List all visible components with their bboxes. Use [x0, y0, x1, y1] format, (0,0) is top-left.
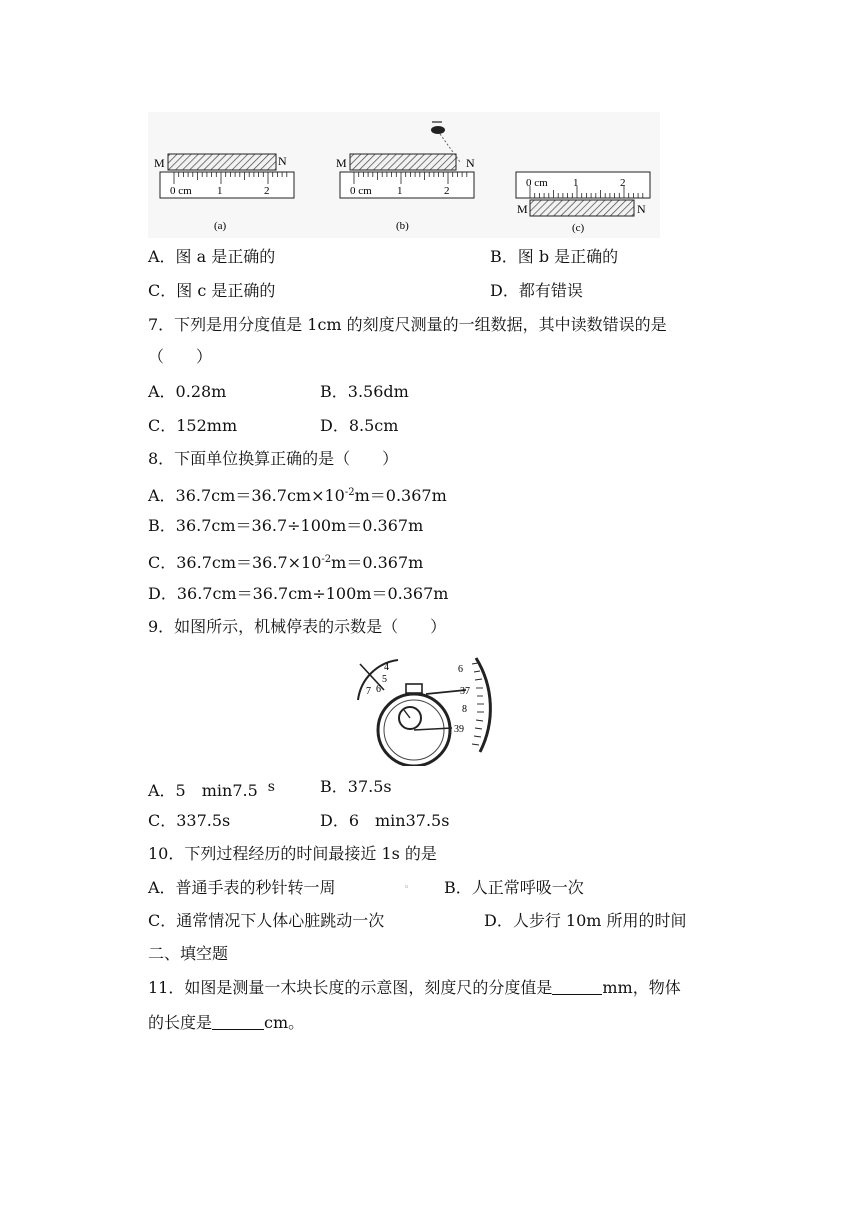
label-n-a: N	[278, 154, 287, 168]
tick-label-2-a: 2	[264, 185, 270, 197]
q6-option-b: B．图 b 是正确的	[490, 247, 619, 266]
tick-label-0-b: 0 cm	[350, 185, 372, 197]
q10-stem: 10．下列过程经历的时间最接近 1s 的是	[148, 844, 437, 863]
q8-option-a-exponent: -2	[344, 487, 355, 498]
tick-label-1-b: 1	[397, 185, 403, 197]
stopwatch-figure	[350, 654, 500, 766]
tick-label-0-a: 0 cm	[170, 185, 192, 197]
q9-option-a	[148, 776, 275, 802]
q8-option-a	[148, 482, 447, 507]
q10-option-d: D．人步行 10m 所用的时间	[484, 911, 687, 930]
q7-option-c: C．152mm	[148, 416, 238, 435]
stopwatch-crown	[406, 684, 422, 693]
q6-option-d: D．都有错误	[490, 281, 583, 300]
minute-label-4: 4	[384, 662, 389, 673]
q11-line-1-tail: mm，物体	[602, 978, 681, 997]
q9-stem: 9．如图所示，机械停表的示数是（ ）	[148, 617, 447, 636]
eye-icon	[431, 126, 445, 134]
q11-line-1	[148, 977, 681, 999]
q7-option-b: B．3.56dm	[320, 382, 409, 401]
q11-line-1-text: 11．如图是测量一木块长度的示意图，刻度尺的分度值是	[148, 978, 553, 997]
q11-blank-2[interactable]	[212, 1015, 264, 1030]
q10-option-a: A．普通手表的秒针转一周	[148, 878, 336, 897]
q11-line-2-text: 的长度是	[148, 1013, 213, 1032]
q9-option-c: C．337.5s	[148, 811, 231, 830]
q6-option-a: A．图 a 是正确的	[148, 247, 276, 266]
q7-option-d: D．8.5cm	[320, 416, 399, 435]
tick-label-2-c: 2	[620, 177, 626, 189]
q8-option-d: D．36.7cm＝36.7cm÷100m＝0.367m	[148, 584, 449, 603]
q10-dot: ◦	[404, 883, 410, 893]
q9-option-b: B．37.5s	[320, 777, 392, 796]
second-label-6: 6	[458, 664, 463, 675]
minute-label-5: 5	[382, 674, 387, 685]
label-m-c: M	[517, 202, 528, 216]
tick-label-0-c: 0 cm	[526, 177, 548, 189]
caption-b: (b)	[396, 220, 409, 232]
section-title: 二、填空题	[148, 944, 229, 963]
label-m-a: M	[154, 156, 165, 170]
q9-option-a-text: A．5 min7.5	[148, 781, 258, 800]
q7-stem: 7．下列是用分度值是 1cm 的刻度尺测量的一组数据，其中读数错误的是	[148, 315, 667, 334]
minute-label-7: 7	[366, 686, 371, 697]
second-label-39: 39	[454, 724, 464, 735]
tick-label-1-c: 1	[573, 177, 579, 189]
q10-option-c: C．通常情况下人体心脏跳动一次	[148, 911, 385, 930]
q8-option-a-pre: A．36.7cm＝36.7cm×10	[148, 486, 345, 505]
q8-option-c-exponent: -2	[321, 554, 332, 565]
q8-option-c	[148, 549, 423, 574]
q6-option-c: C．图 c 是正确的	[148, 281, 276, 300]
q8-option-b: B．36.7cm＝36.7÷100m＝0.367m	[148, 516, 424, 535]
q8-option-c-post: m＝0.367m	[331, 553, 424, 572]
tick-label-1-a: 1	[217, 185, 223, 197]
minute-label-6: 6	[376, 684, 381, 695]
q11-blank-1[interactable]	[552, 980, 602, 995]
caption-a: (a)	[214, 220, 227, 232]
label-m-b: M	[336, 156, 347, 170]
second-label-8: 8	[462, 704, 467, 715]
q9-option-a-unit: s	[267, 779, 275, 795]
q11-line-2	[148, 1012, 304, 1034]
second-label-37: 37	[460, 686, 470, 697]
label-n-b: N	[466, 156, 475, 170]
q7-stem-bracket: （ ）	[148, 347, 213, 366]
ruler-figure	[148, 112, 660, 238]
q10-option-b: B．人正常呼吸一次	[444, 878, 584, 897]
tick-label-2-b: 2	[444, 185, 450, 197]
caption-c: (c)	[572, 222, 585, 234]
q11-line-2-tail: cm。	[264, 1013, 305, 1032]
q9-option-d: D．6 min37.5s	[320, 811, 450, 830]
q8-stem: 8．下面单位换算正确的是（ ）	[148, 449, 399, 468]
q7-option-a: A．0.28m	[148, 382, 227, 401]
q8-option-c-pre: C．36.7cm＝36.7×10	[148, 553, 322, 572]
q8-option-a-post: m＝0.367m	[354, 486, 447, 505]
label-n-c: N	[637, 202, 646, 216]
